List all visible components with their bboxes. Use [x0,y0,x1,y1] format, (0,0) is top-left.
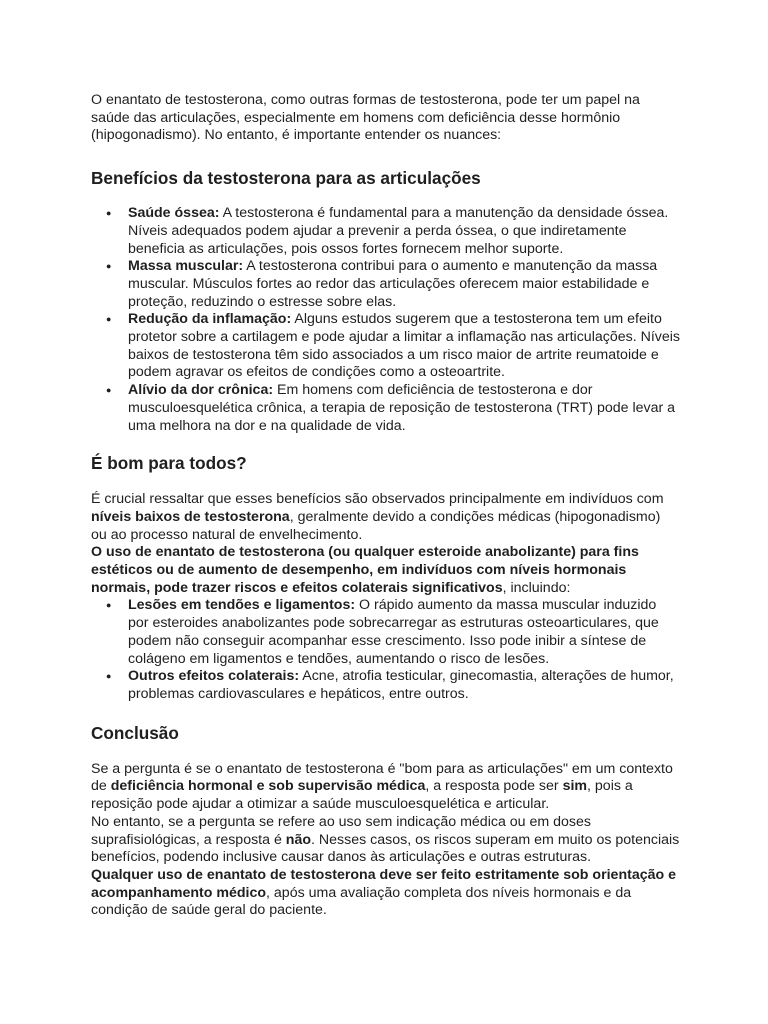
text-run: . Nesses casos, os riscos superam em muito os potenciais benefícios, podendo inclusive causar danos às articulações e outras estruturas. [91,831,680,866]
text-run: , após uma avaliação completa dos níveis hormonais e da condição de saúde geral do paciente. [91,884,632,919]
list-item [128,597,680,668]
item-title: Lesões em tendões e ligamentos: [128,597,356,614]
text-run: , geralmente devido a condições médicas (hipogonadismo) ou ao processo natural de envelhecimento. [91,508,661,543]
conclusion-paragraph-1 [91,761,680,814]
everyone-heading: É bom para todos? [91,453,247,474]
bold-run: níveis baixos de testosterona [91,508,290,525]
item-text: A testosterona contribui para o aumento e manutenção da massa muscular. Músculos fortes ao redor das articulações oferecem maior estabilidade e proteção, reduzindo o estresse sobre elas. [128,258,658,310]
risks-list [91,597,680,703]
conclusion-paragraph-3 [91,867,680,920]
text-run: No entanto, se a pergunta se refere ao uso sem indicação médica ou em doses suprafisiológicas, a resposta é [91,813,592,848]
item-text: Em homens com deficiência de testosterona e dor musculoesquelética crônica, a terapia de reposição de testosterona (TRT) pode levar a uma melhora na dor e na qualidade de vida. [128,382,676,434]
item-title: Outros efeitos colaterais: [128,668,300,685]
list-item [128,258,680,311]
everyone-paragraph-2 [91,544,680,597]
conclusion-heading: Conclusão [91,722,179,743]
text-run: É crucial ressaltar que esses benefícios são observados principalmente em indivíduos com [91,491,664,508]
benefits-heading: Benefícios da testosterona para as articulações [91,168,481,189]
everyone-paragraph-1 [91,491,680,544]
intro-paragraph: O enantato de testosterona, como outras formas de testosterona, pode ter um papel na saúde das articulações, especialmente em homens com deficiência desse hormônio (hipogonadismo). No entanto, é importante entender os nuances: [91,92,640,144]
item-title: Massa muscular: [128,258,244,275]
item-text: A testosterona é fundamental para a manutenção da densidade óssea. Níveis adequados podem ajudar a prevenir a perda óssea, o que indiretamente beneficia as articulações, pois ossos fortes fornecem melhor suporte. [128,205,669,257]
text-run: Se a pergunta é se o enantato de testosterona é "bom para as articulações" em um contexto de [91,760,673,795]
bold-run: não [285,831,312,848]
benefits-list [91,205,680,435]
item-title: Redução da inflamação: [128,311,292,328]
bold-run: Qualquer uso de enantato de testosterona deve ser feito estritamente sob orientação e acompanhamento médico [91,866,676,901]
item-title: Saúde óssea: [128,205,220,222]
item-text: O rápido aumento da massa muscular induzido por esteroides anabolizantes pode sobrecarregar as estruturas osteoarticulares, que podem não conseguir acompanhar esse crescimento. Isso pode inibir a síntese de colágeno em ligamentos e tendões, aumentando o risco de lesões. [128,597,659,667]
text-run: , pois a reposição pode ajudar a otimizar a saúde musculoesquelética e articular. [91,778,633,813]
list-item [128,668,680,703]
text-run: , a resposta pode ser [425,778,563,795]
bold-run: deficiência hormonal e sob supervisão médica [110,778,426,795]
text-run: , incluindo: [502,579,571,596]
item-title: Alívio da dor crônica: [128,382,274,399]
item-text: Acne, atrofia testicular, ginecomastia, alterações de humor, problemas cardiovasculares e hepáticos, entre outros. [128,668,674,702]
list-item [128,205,680,258]
conclusion-paragraph-2 [91,814,680,867]
list-item [128,382,680,435]
item-text: Alguns estudos sugerem que a testosterona tem um efeito protetor sobre a cartilagem e pode ajudar a limitar a inflamação nas articulações. Níveis baixos de testosterona têm sido associados a um risco maior de artrite reumatoide e podem agravar os efeitos de condições como a osteoartrite. [128,311,681,381]
bold-run: sim [562,778,588,795]
bold-run: O uso de enantato de testosterona (ou qualquer esteroide anabolizante) para fins estéticos ou de aumento de desempenho, em indivíduos com níveis hormonais normais, pode trazer riscos e efeitos colaterais significativos [91,544,639,596]
list-item [128,311,680,382]
